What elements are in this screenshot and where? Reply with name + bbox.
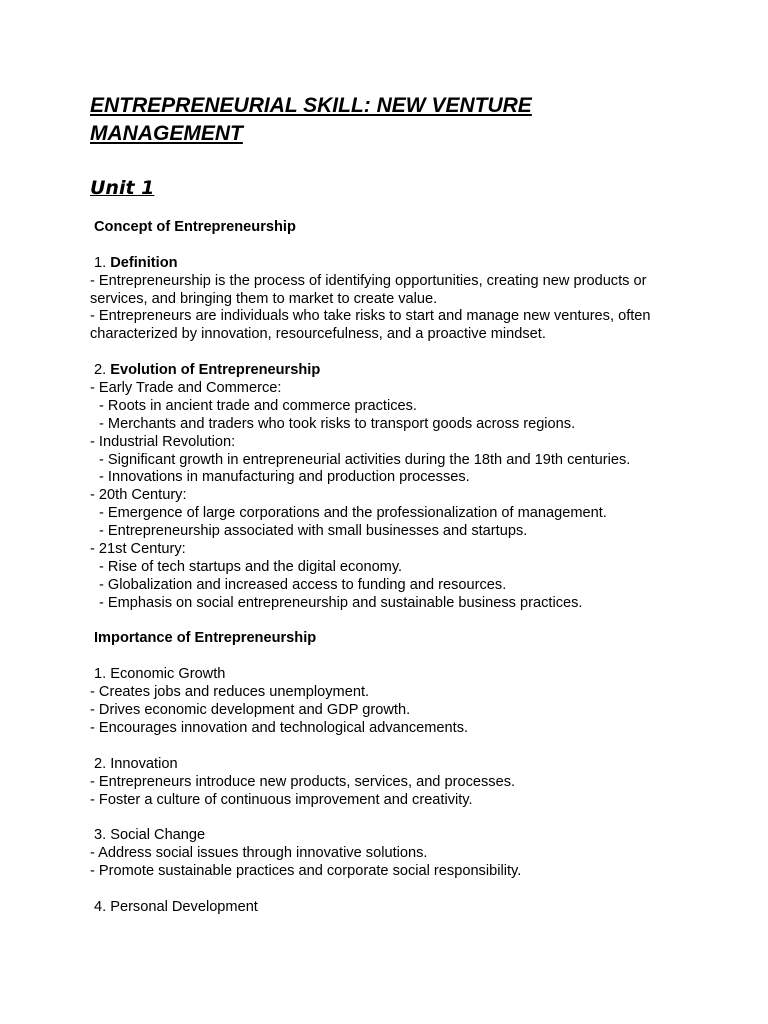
importance-item-heading: 3. Social Change (94, 827, 206, 844)
era-label: - Industrial Revolution: (90, 433, 236, 450)
era-point: - Roots in ancient trade and commerce practices. (99, 397, 417, 414)
definition-line: characterized by innovation, resourcefulness, and a proactive mindset. (90, 326, 546, 343)
importance-item-heading: 1. Economic Growth (94, 666, 226, 683)
importance-point: - Entrepreneurs introduce new products, services, and processes. (90, 773, 516, 790)
era-label: - Early Trade and Commerce: (90, 380, 282, 397)
era-point: - Merchants and traders who took risks to transport goods across regions. (99, 415, 576, 432)
era-point: - Entrepreneurship associated with small businesses and startups. (99, 523, 528, 540)
era-point: - Significant growth in entrepreneurial activities during the 18th and 19th centuries. (99, 451, 631, 468)
importance-point: - Drives economic development and GDP growth. (90, 702, 411, 719)
evolution-heading-line (90, 362, 710, 380)
importance-heading: Importance of Entrepreneurship (94, 630, 317, 647)
spacer (90, 613, 710, 631)
era-point: - Emergence of large corporations and the professionalization of management. (99, 505, 607, 522)
era-point: - Emphasis on social entrepreneurship and sustainable business practices. (99, 594, 583, 611)
document-title: ENTREPRENEURIAL SKILL: NEW VENTURE MANAGEMENT (90, 94, 532, 145)
spacer (90, 881, 710, 899)
spacer (90, 648, 710, 666)
importance-point: - Creates jobs and reduces unemployment. (90, 684, 370, 701)
document-body (90, 219, 710, 917)
importance-point: - Promote sustainable practices and corporate social responsibility. (90, 863, 522, 880)
definition-line: - Entrepreneurs are individuals who take risks to start and manage new ventures, often (90, 308, 651, 325)
era-point: - Globalization and increased access to funding and resources. (99, 576, 507, 593)
evolution-heading: Evolution of Entrepreneurship (110, 362, 321, 379)
era-label: - 21st Century: (90, 541, 186, 558)
importance-point: - Encourages innovation and technological advancements. (90, 719, 469, 736)
definition-heading-line (90, 255, 710, 273)
importance-point: - Foster a culture of continuous improvement and creativity. (90, 791, 473, 808)
importance-item-heading: 4. Personal Development (94, 898, 258, 915)
definition-line: services, and bringing them to market to create value. (90, 290, 438, 307)
era-point: - Rise of tech startups and the digital economy. (99, 558, 403, 575)
definition-line: - Entrepreneurship is the process of identifying opportunities, creating new products or (90, 272, 647, 289)
importance-point: - Address social issues through innovative solutions. (90, 845, 428, 862)
importance-item-heading: 2. Innovation (94, 755, 178, 772)
spacer (90, 344, 710, 362)
spacer (90, 738, 710, 756)
era-point: - Innovations in manufacturing and production processes. (99, 469, 470, 486)
concept-heading: Concept of Entrepreneurship (94, 219, 296, 235)
era-label: - 20th Century: (90, 487, 187, 504)
definition-number: 1. (94, 254, 111, 271)
unit-heading: Unit 1 (90, 177, 155, 199)
spacer (90, 809, 710, 827)
definition-heading: Definition (110, 254, 178, 271)
evolution-number: 2. (94, 362, 111, 379)
spacer (90, 237, 710, 255)
